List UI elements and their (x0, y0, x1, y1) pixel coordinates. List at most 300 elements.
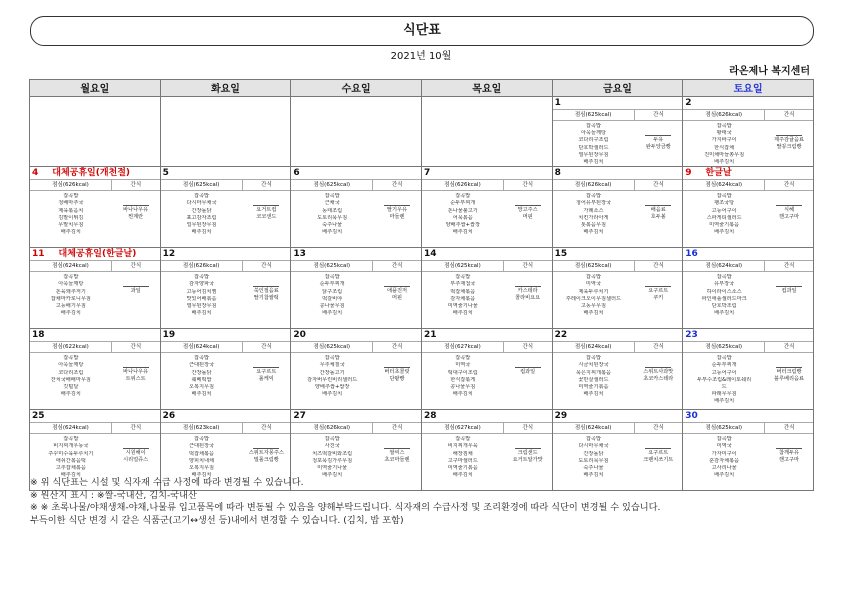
day-number (291, 329, 421, 341)
snack-label: 간식 (261, 263, 272, 270)
snack-label: 간식 (522, 182, 534, 189)
menu-item: 미역줄기볶음 (447, 465, 478, 472)
snack-label: 간식 (522, 344, 534, 351)
snack-label: 간식 (391, 182, 403, 189)
lunch-kcal: 점심(625kcal) (683, 423, 765, 433)
menu-item: 얼무된장무침 (186, 222, 217, 229)
menu-item: 간장돌닭 (191, 207, 212, 214)
snack-label: 간식 (261, 182, 272, 189)
menu-item: 배추김치 (714, 472, 735, 479)
menu-item: 떡잡채볶음 (450, 288, 476, 295)
snack-menu (765, 121, 813, 166)
snack-label: 간식 (261, 344, 272, 351)
snack-label: 간식 (783, 344, 795, 351)
menu-item: 배추김치 (714, 159, 735, 166)
day-number (553, 248, 683, 260)
day-cell (552, 167, 683, 248)
snack-menu (765, 272, 813, 317)
lunch-kcal: 점심(625kcal) (291, 261, 373, 271)
snack-menu (112, 353, 160, 398)
menu-item: 고등어김치찜 (186, 288, 217, 295)
snack-item: 바나나우유 (123, 207, 149, 214)
snack-menu (242, 353, 290, 398)
day-number-text: 23 (685, 330, 698, 341)
lunch-menu (683, 353, 765, 405)
meal-calendar (29, 79, 814, 491)
lunch-menu (553, 434, 635, 479)
menu-item: 애쉬간볶음떡 (55, 457, 86, 464)
menu-item: 콩나물무침 (450, 384, 476, 391)
lunch-menu (30, 434, 112, 479)
menu-item: 고등어구이 (711, 207, 737, 214)
snack-item: 쿠키 (653, 295, 664, 302)
menu-item: 간장돌고기 (319, 369, 345, 376)
day-number-text: 27 (293, 411, 306, 422)
snack-item: 단팥빵 (389, 376, 405, 383)
menu-item: 배추김치 (191, 472, 212, 479)
menu-item: 다시마무채국 (578, 443, 609, 450)
snack-divider (776, 135, 802, 136)
lunch-menu (422, 272, 504, 317)
menu-item: 잡곡밥 (324, 274, 340, 281)
menu-item: 표고감자조림 (186, 214, 217, 221)
menu-item: 근대된장국 (188, 443, 214, 450)
menu-item: 숙주나물 (322, 222, 343, 229)
menu-item: 순두부찌개 (450, 200, 476, 207)
lunch-kcal: 점심(625kcal) (291, 342, 373, 352)
lunch-kcal: 점심(624kcal) (553, 423, 635, 433)
day-number-text: 1 (554, 98, 561, 108)
menu-item: 사진국 (324, 443, 340, 450)
snack-menu (765, 353, 813, 405)
day-cell (30, 329, 161, 410)
meal-meta-row (291, 422, 421, 434)
snack-item: 딸기우유 (386, 207, 407, 214)
menu-item: 돈육돼추저기 (55, 288, 86, 295)
meal-meta-row (553, 260, 683, 272)
menu-item: 배추김치 (191, 310, 212, 317)
snack-label: 간식 (653, 344, 664, 351)
day-number-text: 20 (293, 330, 306, 341)
menu-item: 미역줄기나물 (317, 465, 348, 472)
menu-item: 배추김치 (583, 472, 604, 479)
day-cell (30, 167, 161, 248)
lunch-kcal: 점심(625kcal) (161, 180, 243, 190)
menu-item: 제육두루치기 (578, 288, 609, 295)
lunch-menu (553, 353, 635, 398)
lunch-kcal: 점심(627kcal) (422, 423, 504, 433)
menu-item: 근대된장국 (188, 362, 214, 369)
menu-item: 고등어구이 (711, 369, 737, 376)
snack-item: 밀롤크림빵 (253, 457, 279, 464)
menu-item: 배추김치 (583, 310, 604, 317)
day-cell (683, 248, 814, 329)
day-number-text: 11 (32, 249, 45, 260)
day-number-text: 16 (685, 249, 698, 260)
menu-item: 잡곡밥 (455, 355, 471, 362)
menu-item: 잡곡밥 (63, 436, 79, 443)
snack-label: 간식 (783, 263, 795, 270)
menu-item: 배추김치 (452, 310, 473, 317)
notes-section (30, 477, 820, 527)
menu-item: 가자미구이 (711, 450, 737, 457)
snack-menu (373, 434, 421, 479)
menu-item: 배추김치 (322, 229, 343, 236)
snack-item: 요거트컵 (256, 207, 277, 214)
day-number (161, 410, 291, 422)
menu-item: 양배추쌈+쌈장 (314, 384, 350, 391)
snack-item: 카스테라 (517, 288, 538, 295)
menu-item: 도토리묵무침 (317, 214, 348, 221)
meal-meta-row (683, 422, 813, 434)
snack-label: 간식 (653, 182, 664, 189)
meal-meta-row (422, 341, 552, 353)
meal-meta-row (422, 179, 552, 191)
snack-label: 간식 (653, 263, 664, 270)
snack-item: 딸기찹쌀떡 (253, 295, 279, 302)
day-number (30, 248, 160, 260)
day-cell (421, 329, 552, 410)
snack-item: 애플진저 (386, 288, 407, 295)
lunch-menu (291, 272, 373, 317)
menu-item: 고구마샐러드 (447, 457, 478, 464)
day-number-text: 14 (423, 249, 437, 260)
meal-meta-row (30, 341, 160, 353)
menu-item: 후레이크오이무침샐러드 (565, 295, 621, 302)
empty-day-cell (160, 97, 291, 167)
menu-item: 근채국 (324, 200, 340, 207)
day-number (553, 410, 683, 422)
day-number (291, 167, 421, 179)
menu-item: 치즈떡갈비와조림 (312, 450, 353, 457)
day-number-text: 12 (162, 249, 176, 260)
menu-item: 파인애플샐러드마크 (701, 295, 747, 302)
lunch-kcal: 점심(626kcal) (553, 180, 635, 190)
snack-item: 콜라비요요 (515, 295, 541, 302)
menu-item: 청어유부된장국 (575, 200, 611, 207)
day-number-text: 28 (423, 411, 437, 422)
menu-item: 아욱들깨탕 (58, 281, 84, 288)
snack-label: 간식 (130, 263, 142, 270)
snack-menu (242, 272, 290, 317)
snack-label: 간식 (391, 425, 403, 432)
day-number-text: 30 (685, 411, 698, 422)
meal-meta-row (161, 179, 291, 191)
snack-menu (634, 434, 682, 479)
lunch-menu (553, 272, 635, 317)
snack-menu (112, 191, 160, 236)
snack-item: 제주감귤음료 (773, 137, 805, 143)
snack-item: 식혜 (783, 207, 794, 214)
day-number (683, 410, 813, 422)
day-number-text: 13 (293, 249, 306, 260)
day-cell (30, 248, 161, 329)
menu-item: 도토리묵무침 (578, 457, 609, 464)
day-number-text: 26 (162, 411, 176, 422)
menu-item: 배추김치 (322, 310, 343, 317)
menu-item: 가례소스 (583, 207, 604, 214)
menu-item: 드 (721, 384, 727, 391)
menu-item: 잡곡밥 (455, 436, 471, 443)
menu-item: 무말치무침 (58, 222, 84, 229)
menu-item: 배추김치 (322, 391, 343, 398)
menu-item: 비지찌개우육 (447, 443, 478, 450)
day-number (161, 248, 291, 260)
meal-meta-row (30, 179, 160, 191)
snack-item: 딸꽁크림빵 (776, 144, 802, 151)
snack-item: 머핀 (391, 295, 402, 302)
snack-menu (504, 353, 552, 398)
snack-label: 간식 (522, 425, 534, 432)
snack-item: 요구르트 (648, 450, 669, 457)
menu-item: 잡곡밥 (585, 355, 601, 362)
menu-item: 잡곡밥 (716, 274, 732, 281)
snack-item: 바나나우유 (123, 369, 149, 376)
snack-item: 핸고구마 (778, 214, 799, 221)
snack-menu (634, 353, 682, 398)
menu-item: 쉐베떡쌈 (191, 376, 212, 383)
menu-item: 간장돌닭 (583, 450, 604, 457)
snack-item: 두유 (653, 137, 664, 143)
menu-item: 잡곡밥 (324, 193, 340, 200)
menu-item: 꽃만살샐러드 (578, 376, 609, 383)
lunch-kcal: 점심(624kcal) (30, 423, 112, 433)
day-cell (552, 329, 683, 410)
menu-item: 잡곡밥 (193, 274, 209, 281)
day-cell (552, 248, 683, 329)
day-cell (160, 329, 291, 410)
menu-item: 순두부찌개 (319, 281, 345, 288)
day-number-text: 18 (32, 330, 45, 341)
lunch-kcal: 점심(625kcal) (683, 342, 765, 352)
menu-item: 고등배기무침 (55, 303, 86, 310)
snack-label: 간식 (391, 263, 403, 270)
menu-item: 주꾸미수육두루치기 (48, 450, 94, 457)
menu-item: 고추잡채볶음 (55, 465, 86, 472)
day-number-text: 4 (32, 168, 39, 179)
lunch-menu (683, 191, 765, 236)
menu-item: 떡잡채볶음 (188, 450, 214, 457)
menu-item: 황태국 (716, 130, 732, 137)
empty-day-cell (291, 97, 422, 167)
menu-item: 떡대구이조림 (447, 369, 478, 376)
menu-item: 김말이튀김 (58, 214, 84, 221)
lunch-kcal: 점심(624kcal) (30, 261, 112, 271)
menu-item: 잡곡밥 (585, 123, 601, 129)
menu-item: 배추김치 (191, 391, 212, 398)
weekday-header: 수요일 (291, 80, 422, 97)
weekday-header: 월요일 (30, 80, 161, 97)
menu-item: 묵은지찌개볶음 (575, 369, 611, 376)
snack-item: 쌀씨스 (389, 450, 405, 457)
lunch-kcal: 점심(625kcal) (553, 261, 635, 271)
menu-item: 코다리구조림 (578, 137, 609, 144)
lunch-kcal: 점심(622kcal) (30, 342, 112, 352)
menu-item: 배추김치 (583, 391, 604, 398)
menu-item: 감자버무린비리샐러드 (307, 376, 358, 383)
day-number-text: 15 (554, 249, 568, 260)
menu-item: 떡갈비야 (322, 295, 343, 302)
snack-item: 머핀 (522, 214, 533, 221)
snack-item: 컵과일 (781, 288, 797, 295)
day-number (30, 329, 160, 341)
lunch-menu (422, 191, 504, 236)
menu-item: 잡곡밥 (193, 436, 209, 443)
menu-item: 잡곡밥 (193, 355, 209, 362)
lunch-kcal: 점심(624kcal) (161, 342, 243, 352)
menu-item: 부추재첩국 (450, 281, 476, 288)
snack-item: 초코카스테라 (643, 376, 674, 383)
snack-item: 과일 (130, 288, 141, 295)
snack-menu (634, 121, 682, 166)
day-cell (421, 248, 552, 329)
menu-item: 배추김치 (60, 472, 81, 479)
snack-item: 마들렌 (389, 214, 405, 221)
snack-item: 코코샌드 (256, 214, 277, 221)
snack-menu (634, 272, 682, 317)
menu-item: 양배추쌈+쌈장 (445, 222, 480, 229)
meal-meta-row (553, 179, 683, 191)
snack-item: 버터크림빵 (776, 369, 802, 376)
snack-item: 망고주스 (517, 207, 538, 214)
menu-item: 배추김치 (714, 229, 735, 236)
lunch-kcal: 점심(626kcal) (422, 180, 504, 190)
menu-item: 잡곡밥 (716, 193, 732, 200)
meal-meta-row (683, 260, 813, 272)
day-cell (291, 329, 422, 410)
menu-item: 미역국 (716, 443, 732, 450)
snack-item: 찐계란 (128, 214, 144, 221)
menu-item: 잡곡밥 (455, 274, 471, 281)
menu-item: 잡곡밥 (63, 193, 79, 200)
meal-meta-row (553, 341, 683, 353)
menu-item: 가지바구이 (711, 137, 737, 144)
snack-label: 간식 (130, 344, 142, 351)
menu-item: 청배마추국 (58, 200, 84, 207)
day-number (291, 410, 421, 422)
snack-menu (373, 272, 421, 317)
snack-item: 시리얼쥬스 (123, 457, 149, 464)
menu-item: 감자양파국 (188, 281, 214, 288)
snack-menu (242, 434, 290, 479)
menu-item: 잡곡밥 (455, 193, 471, 200)
lunch-menu (291, 353, 373, 398)
day-cell (683, 97, 814, 167)
day-number (161, 167, 291, 179)
day-number (683, 329, 813, 341)
snack-item: 요구르트 (256, 369, 277, 376)
day-number (683, 97, 813, 109)
lunch-kcal: 점심(625kcal) (422, 261, 504, 271)
menu-item: 아욱들깨탕 (580, 130, 606, 137)
holiday-label: 대체공휴일(한글날) (58, 249, 137, 260)
menu-item: 고동무무침 (580, 303, 606, 310)
lunch-menu (422, 434, 504, 479)
menu-item: 숙주나물 (583, 465, 604, 472)
day-number-text: 29 (554, 411, 568, 422)
snack-item: 쑥인절음료 (253, 288, 279, 295)
snack-item: 스위트사과맛 (643, 369, 674, 376)
menu-item: 한식잡볶게 (450, 376, 476, 383)
weekday-header: 화요일 (160, 80, 291, 97)
meal-meta-row (553, 109, 683, 121)
day-number (422, 167, 552, 179)
snack-item: 요구르트 (648, 288, 669, 295)
lunch-menu (161, 191, 243, 236)
menu-item: 미역줄기볶음 (578, 384, 609, 391)
menu-item: 진미채마늘쫑무침 (704, 151, 745, 158)
day-number (553, 97, 683, 109)
day-number (422, 410, 552, 422)
snack-item: 크렌치쓰기트 (643, 457, 674, 464)
day-number (30, 167, 160, 179)
meal-meta-row (161, 341, 291, 353)
snack-item: 초코마들렌 (384, 457, 410, 464)
snack-item: 완두앙금빵 (645, 144, 671, 151)
menu-item: 감자채볶음 (450, 295, 476, 302)
snack-item: 컵과일 (520, 369, 536, 376)
note-line: ※ 원산지 표시 : ※쌀-국내산, 김치-국내산 (30, 489, 197, 501)
snack-label: 간식 (783, 112, 795, 118)
day-cell (160, 248, 291, 329)
snack-label: 간식 (783, 425, 795, 432)
lunch-kcal: 점심(625kcal) (291, 180, 373, 190)
menu-item: 동태조림 (322, 207, 343, 214)
snack-item: 참깨두유 (778, 450, 799, 457)
lunch-menu (291, 434, 373, 479)
day-number (683, 248, 813, 260)
snack-item: 스위트자몽주스 (248, 450, 284, 457)
day-number-text: 22 (554, 330, 568, 341)
menu-item: 깃털달 (63, 384, 79, 391)
menu-item: 훈감자채볶음 (709, 457, 740, 464)
menu-item: 잔치국배배마무침 (50, 376, 91, 383)
snack-item: 버터초콜릿 (384, 369, 410, 376)
snack-label: 간식 (130, 425, 142, 432)
weekday-header: 토요일 (683, 80, 814, 97)
snack-menu (112, 272, 160, 317)
day-cell (291, 248, 422, 329)
lunch-menu (553, 191, 635, 236)
menu-item: 톳볶음무침 (580, 222, 606, 229)
snack-label: 간식 (522, 263, 534, 270)
snack-menu (112, 434, 160, 479)
menu-item: 배추김치 (322, 472, 343, 479)
menu-item: 오복지무침 (188, 465, 214, 472)
menu-item: 열무된장무침 (186, 303, 217, 310)
menu-item: 고사리나물 (711, 465, 737, 472)
lunch-menu (683, 434, 765, 479)
empty-day-cell (421, 97, 552, 167)
snack-menu (373, 191, 421, 236)
menu-item: 배추김치 (452, 229, 473, 236)
menu-item: 청포묵김가루무침 (312, 457, 353, 464)
snack-item: 배음료 (650, 207, 666, 214)
snack-item: 롤케익 (258, 376, 274, 383)
holiday-label: 한글날 (705, 168, 732, 179)
month-subtitle: 2021년 10월 (390, 51, 452, 62)
day-number-text: 21 (423, 330, 437, 341)
snack-label: 간식 (653, 425, 664, 432)
menu-item: 배추김치 (583, 229, 604, 236)
menu-item: 두부수조림&레이토쉐리 (697, 376, 752, 383)
day-number-text: 6 (293, 168, 300, 179)
meal-meta-row (422, 422, 552, 434)
menu-item: 팽조국탕 (714, 200, 735, 207)
menu-item: 미역줄기나물 (447, 303, 478, 310)
menu-item: 하이라이스소스 (706, 288, 742, 295)
snack-menu (634, 191, 682, 236)
